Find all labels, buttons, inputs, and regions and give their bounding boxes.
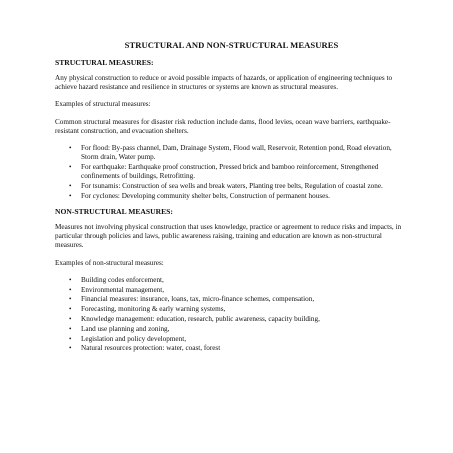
bullet-icon: • [69,295,72,304]
bullet-icon: • [69,305,72,314]
structural-list [55,144,408,201]
list-item: • Natural resources protection: water, coast, forest [69,344,221,353]
list-item: • For flood: By-pass channel, Dam, Drainage System, Flood wall, Reservoir, Retention pond, Road elevation, Storm drain, Water pump. [69,144,392,162]
list-item: • Financial measures: insurance, loans, tax, micro-finance schemes, compensation, [69,295,315,304]
nonstructural-examples-label: Examples of non-structural measures: [55,258,164,267]
list-item: • Land use planning and zoning, [69,324,170,333]
list-item: • For cyclones: Developing community shelter belts, Construction of permanent houses. [69,191,330,200]
bullet-icon: • [69,275,72,284]
bullet-icon: • [69,334,72,343]
structural-common: Common structural measures for disaster risk reduction include dams, flood levies, ocean wave barriers, earthquake-resistant construction, and evacuation shelters. [55,117,391,135]
nonstructural-list [55,276,408,354]
nonstructural-intro: Measures not involving physical construction that uses knowledge, practice or agreement to reduce risks and impacts, in particular through policies and laws, public awareness raising, training and education are known as non-structural measures. [55,223,402,250]
list-item: • For earthquake: Earthquake proof construction, Pressed brick and bamboo reinforcement, Strengthened confinements of buildings, Retrofitting. [69,163,379,181]
bullet-icon: • [69,182,72,191]
bullet-icon: • [69,144,72,153]
bullet-icon: • [69,163,72,172]
structural-intro: Any physical construction to reduce or avoid possible impacts of hazards, or application of engineering techniques to achieve hazard resistance and resilience in structures or systems are known as structural measures. [55,74,393,92]
list-item: • Environmental management, [69,285,165,294]
structural-examples-label: Examples of structural measures: [55,100,151,109]
list-item: • Forecasting, monitoring & early warning systems, [69,305,226,314]
list-item: • Building codes enforcement, [69,275,164,284]
list-item: • For tsunamis: Construction of sea wells and break waters, Planting tree belts, Regulation of coastal zone. [69,182,383,191]
bullet-icon: • [69,315,72,324]
list-item: • Knowledge management: education, research, public awareness, capacity building, [69,315,320,324]
bullet-icon: • [69,285,72,294]
bullet-icon: • [69,191,72,200]
structural-heading: STRUCTURAL MEASURES: [55,58,154,67]
bullet-icon: • [69,324,72,333]
list-item: • Legislation and policy development, [69,334,186,343]
page-title: STRUCTURAL AND NON-STRUCTURAL MEASURES [124,40,339,50]
bullet-icon: • [69,344,72,353]
nonstructural-heading: NON-STRUCTURAL MEASURES: [55,207,173,217]
